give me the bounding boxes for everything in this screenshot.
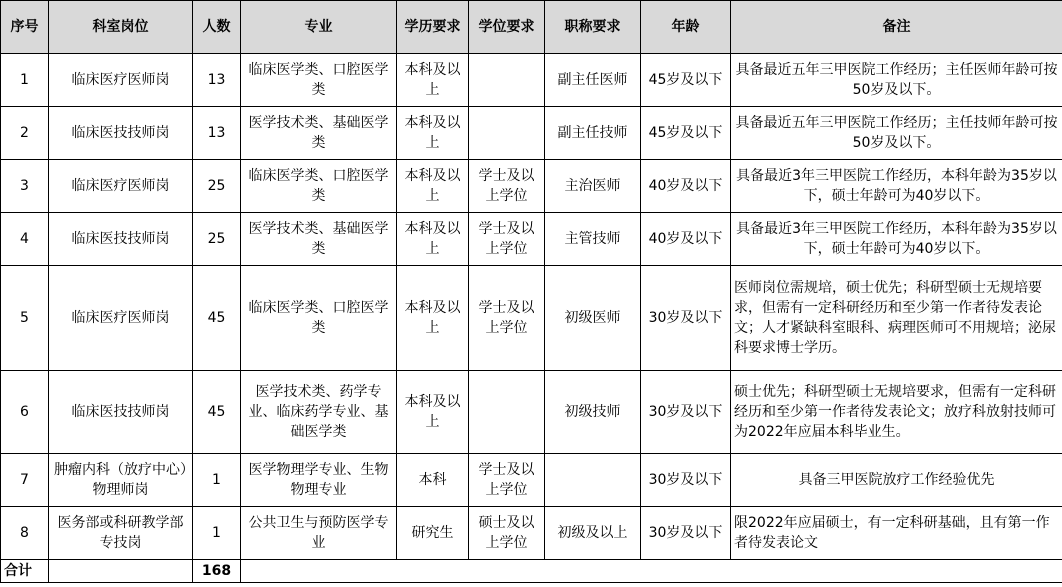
cell-age: 45岁及以下 [641,107,731,160]
cell-title: 主管技师 [545,213,641,266]
cell-remark: 具备最近3年三甲医院工作经历，本科年龄为35岁以下，硕士年龄可为40岁以下。 [731,160,1062,213]
table-row [1,266,1062,371]
cell-post: 肿瘤内科（放疗中心）物理师岗 [49,454,193,507]
cell-degree [469,54,545,107]
cell-degree: 学士及以上学位 [469,213,545,266]
cell-education: 本科及以上 [397,107,469,160]
header-degree: 学位要求 [469,1,545,54]
cell-age: 30岁及以下 [641,454,731,507]
cell-post: 医务部或科研教学部专技岗 [49,507,193,560]
cell-education: 本科及以上 [397,371,469,454]
header-post: 科室岗位 [49,1,193,54]
cell-seq: 6 [1,371,49,454]
table-row [1,454,1062,507]
table-row [1,213,1062,266]
cell-seq: 8 [1,507,49,560]
table-row [1,371,1062,454]
table-row [1,54,1062,107]
header-count: 人数 [193,1,241,54]
cell-degree: 学士及以上学位 [469,266,545,371]
cell-education: 本科及以上 [397,160,469,213]
cell-post: 临床医疗医师岗 [49,54,193,107]
cell-age: 30岁及以下 [641,266,731,371]
total-remainder [241,560,1062,583]
cell-post: 临床医技技师岗 [49,107,193,160]
cell-education: 本科及以上 [397,54,469,107]
cell-education: 研究生 [397,507,469,560]
cell-major: 医学技术类、基础医学类 [241,107,397,160]
cell-count: 1 [193,507,241,560]
cell-count: 25 [193,213,241,266]
cell-education: 本科及以上 [397,266,469,371]
cell-education: 本科及以上 [397,213,469,266]
cell-count: 1 [193,454,241,507]
cell-major: 临床医学类、口腔医学类 [241,54,397,107]
cell-age: 30岁及以下 [641,371,731,454]
header-remark: 备注 [731,1,1062,54]
cell-degree [469,107,545,160]
cell-seq: 4 [1,213,49,266]
cell-post: 临床医技技师岗 [49,371,193,454]
cell-age: 40岁及以下 [641,213,731,266]
cell-post: 临床医技技师岗 [49,213,193,266]
cell-count: 13 [193,54,241,107]
total-count: 168 [193,560,241,583]
cell-education: 本科 [397,454,469,507]
cell-title: 初级技师 [545,371,641,454]
cell-major: 临床医学类、口腔医学类 [241,160,397,213]
cell-seq: 1 [1,54,49,107]
cell-remark: 限2022年应届硕士，有一定科研基础，且有第一作者待发表论文 [731,507,1062,560]
header-education: 学历要求 [397,1,469,54]
cell-title: 初级及以上 [545,507,641,560]
cell-title [545,454,641,507]
total-label: 合计 [1,560,49,583]
cell-degree: 学士及以上学位 [469,454,545,507]
cell-degree: 硕士及以上学位 [469,507,545,560]
cell-remark: 具备最近五年三甲医院工作经历；主任技师年龄可按50岁及以下。 [731,107,1062,160]
cell-count: 13 [193,107,241,160]
cell-major: 公共卫生与预防医学专业 [241,507,397,560]
cell-title: 副主任医师 [545,54,641,107]
cell-seq: 7 [1,454,49,507]
header-row [1,1,1062,54]
cell-major: 医学技术类、药学专业、临床药学专业、基础医学类 [241,371,397,454]
cell-major: 临床医学类、口腔医学类 [241,266,397,371]
table-row [1,107,1062,160]
cell-age: 45岁及以下 [641,54,731,107]
header-major: 专业 [241,1,397,54]
cell-remark: 硕士优先；科研型硕士无规培要求，但需有一定科研经历和至少第一作者待发表论文；放疗科放射技师可为2022年应届本科毕业生。 [731,371,1062,454]
header-title: 职称要求 [545,1,641,54]
cell-remark: 具备最近五年三甲医院工作经历；主任医师年龄可按50岁及以下。 [731,54,1062,107]
cell-degree: 学士及以上学位 [469,160,545,213]
cell-title: 副主任技师 [545,107,641,160]
cell-count: 45 [193,266,241,371]
cell-count: 45 [193,371,241,454]
table-row [1,507,1062,560]
cell-title: 初级医师 [545,266,641,371]
cell-seq: 3 [1,160,49,213]
cell-age: 30岁及以下 [641,507,731,560]
cell-remark: 具备三甲医院放疗工作经验优先 [731,454,1062,507]
header-seq: 序号 [1,1,49,54]
table-row [1,160,1062,213]
total-spacer [49,560,193,583]
header-age: 年龄 [641,1,731,54]
cell-seq: 2 [1,107,49,160]
cell-post: 临床医疗医师岗 [49,266,193,371]
cell-major: 医学物理学专业、生物物理专业 [241,454,397,507]
cell-remark: 医师岗位需规培，硕士优先；科研型硕士无规培要求，但需有一定科研经历和至少第一作者待发表论文；人才紧缺科室眼科、病理医师可不用规培；泌尿科要求博士学历。 [731,266,1062,371]
cell-major: 医学技术类、基础医学类 [241,213,397,266]
cell-seq: 5 [1,266,49,371]
total-row [1,560,1062,583]
cell-age: 40岁及以下 [641,160,731,213]
cell-remark: 具备最近3年三甲医院工作经历，本科年龄为35岁以下，硕士年龄可为40岁以下。 [731,213,1062,266]
cell-title: 主治医师 [545,160,641,213]
cell-post: 临床医疗医师岗 [49,160,193,213]
cell-degree [469,371,545,454]
cell-count: 25 [193,160,241,213]
